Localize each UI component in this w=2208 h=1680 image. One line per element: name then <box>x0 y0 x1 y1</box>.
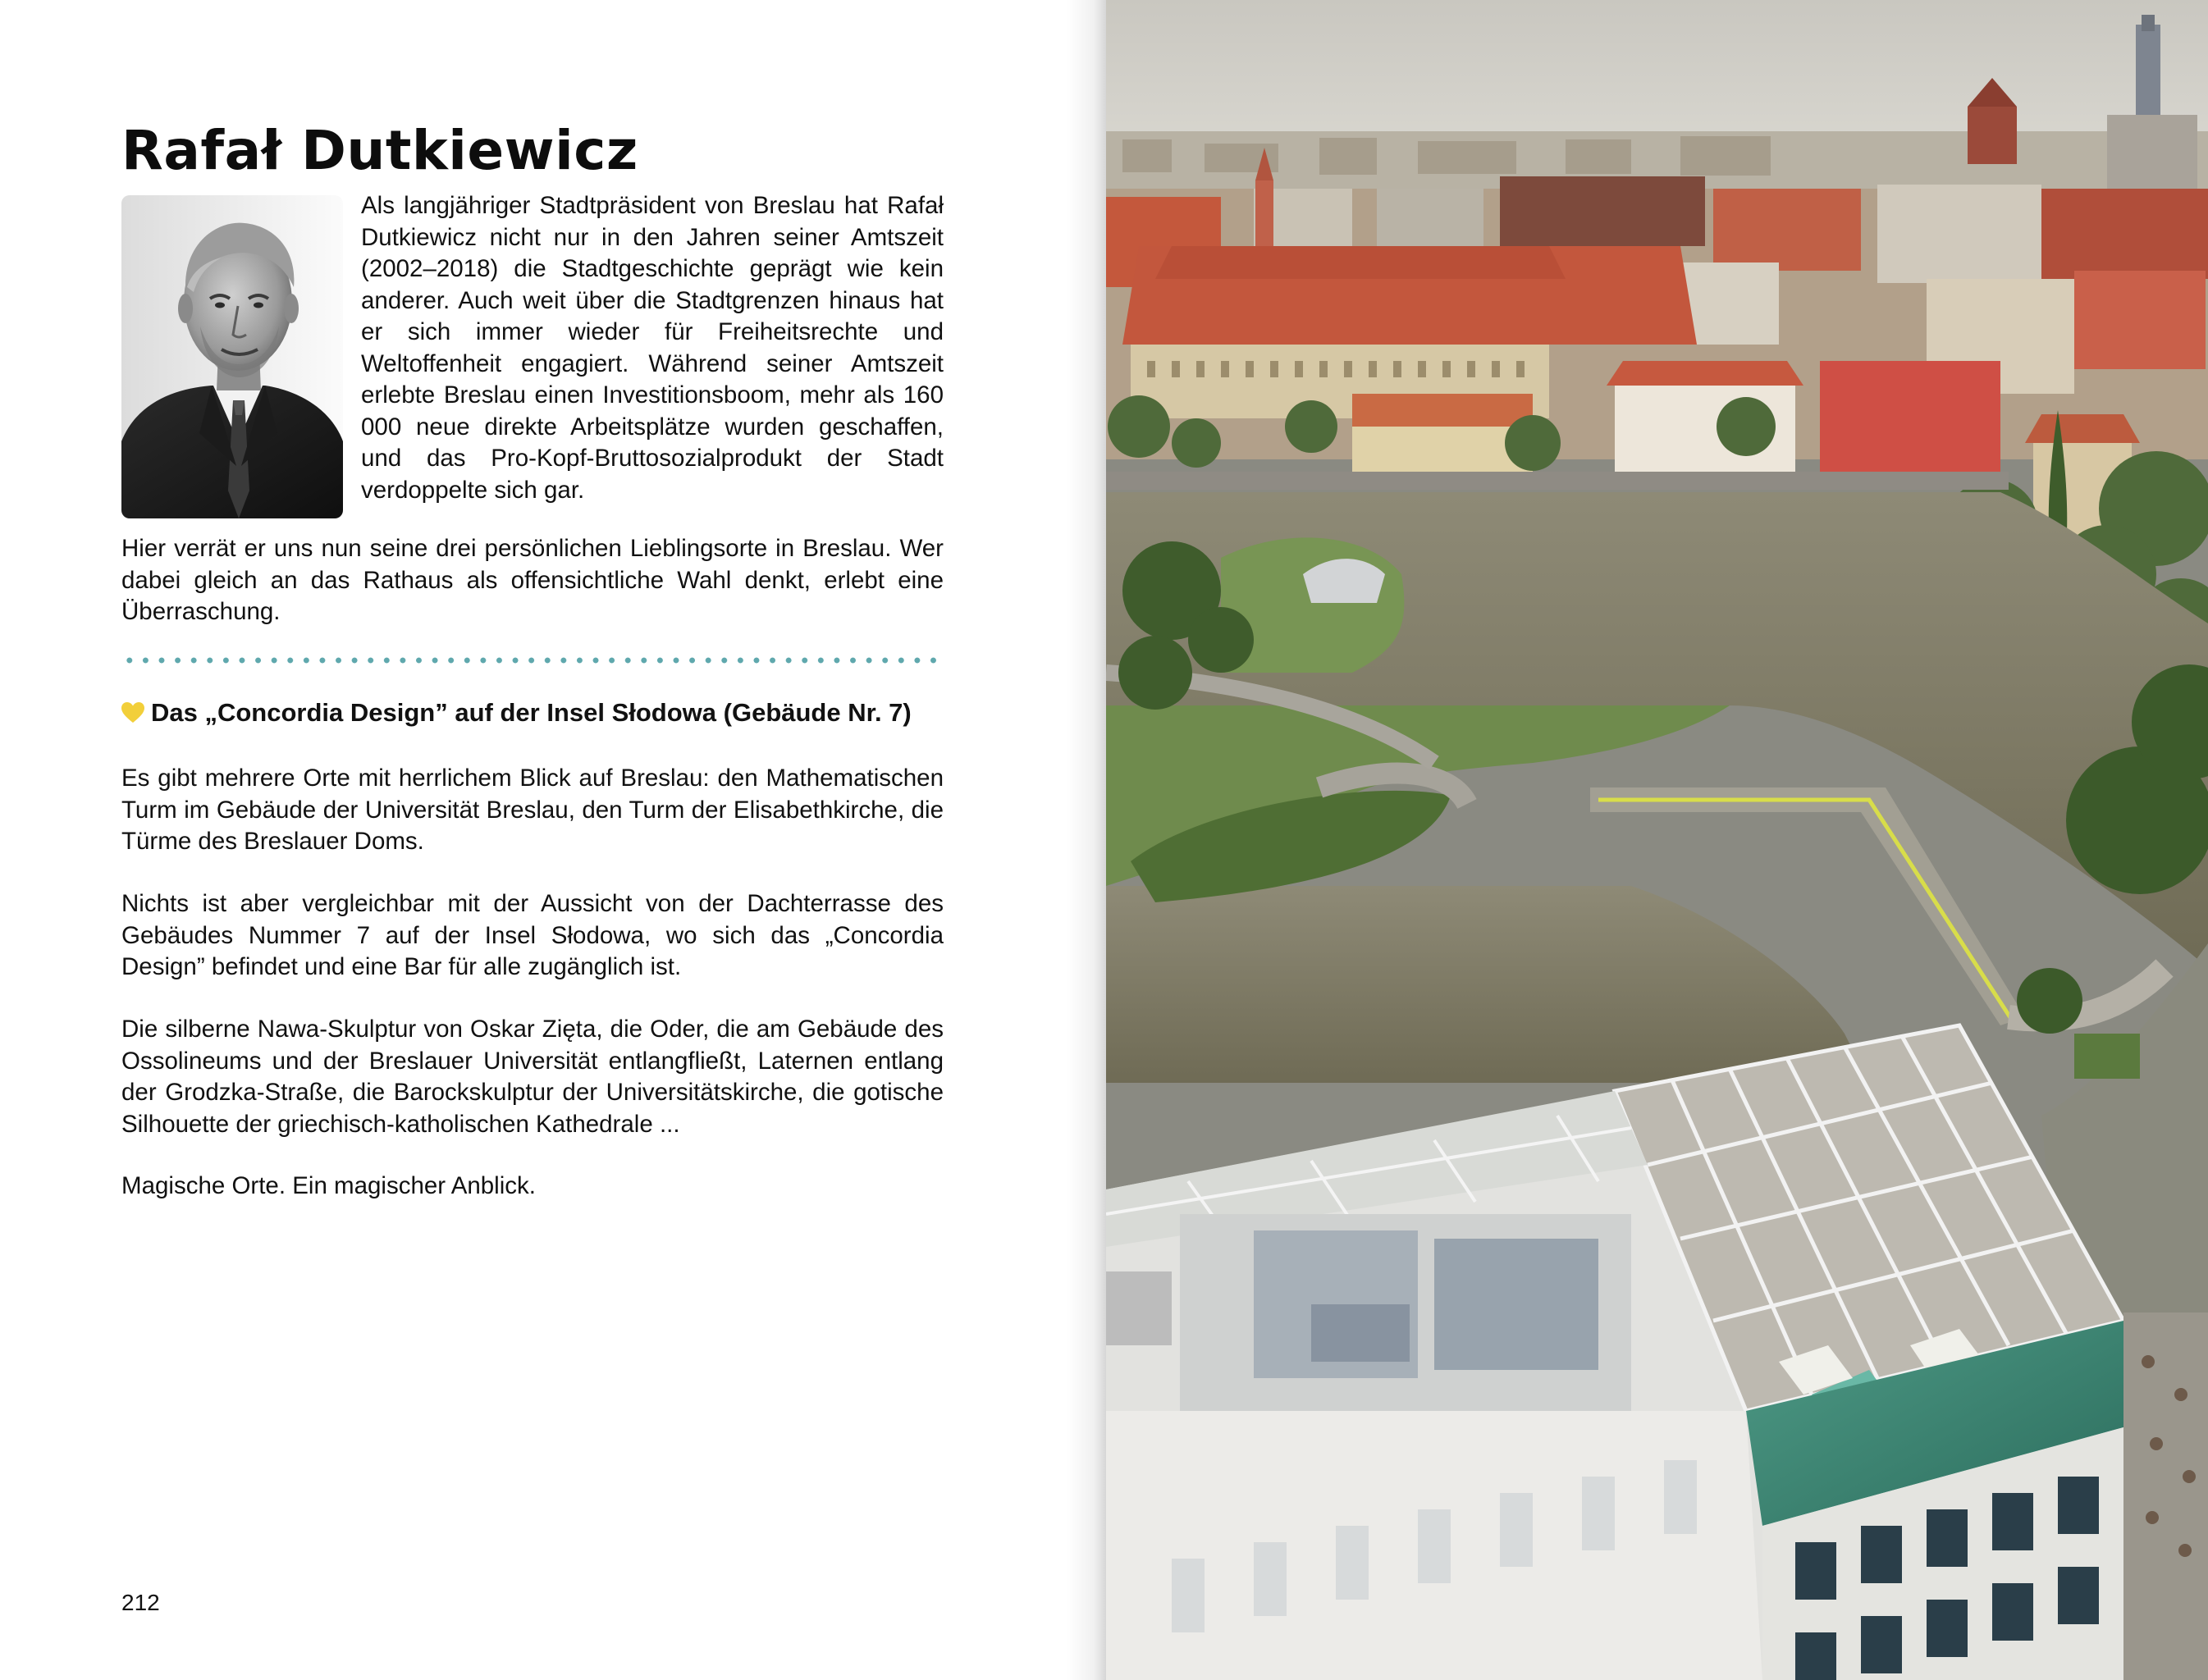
intro-paragraph-2: Hier verrät er uns nun seine drei persönlichen Lieblingsorte in Breslau. Wer dabei gleich an das Rathaus als offensichtliche Wahl denkt, erlebt eine Überraschung. <box>121 535 944 625</box>
section-heading <box>121 696 944 730</box>
paragraph-2: Nichts ist aber vergleichbar mit der Aussicht von der Dachterrasse des Gebäudes Nummer 7 auf der Insel Słodowa, wo sich das „Concordia Design” befindet und eine Bar für alle zugänglich ist. <box>121 890 944 980</box>
paragraph-3: Die silberne Nawa-Skulptur von Oskar Zięta, die Oder, die am Gebäude des Ossolineums und der Breslauer Universität entlangfließt, Laternen entlang der Grodzka-Straße, die Barockskulptur der Universitätskirche, die gotische Silhouette der griechisch-katholischen Kathedrale ... <box>121 1016 944 1138</box>
photo-illustration <box>1106 0 2208 1680</box>
dotted-divider <box>121 656 944 664</box>
page-number: 212 <box>121 1590 160 1615</box>
heart-icon <box>121 702 144 724</box>
paragraph-4: Magische Orte. Ein magischer Anblick. <box>121 1172 536 1199</box>
section-heading-text: Das „Concordia Design” auf der Insel Słodowa (Gebäude Nr. 7) <box>151 698 912 727</box>
paragraph-1: Es gibt mehrere Orte mit herrlichem Blick auf Breslau: den Mathematischen Turm im Gebäude der Universität Breslau, den Turm der Elisabethkirche, die Türme des Breslauer Doms. <box>121 765 944 855</box>
intro-paragraph: Als langjähriger Stadtpräsident von Breslau hat Rafał Dutkiewicz nicht nur in den Jahren seiner Amtszeit (2002–2018) die Stadtgeschichte geprägt wie kein anderer. Auch weit über die Stadtgrenzen hinaus hat er sich immer wieder für Freiheitsrechte und Weltoffenheit engagiert. Während seiner Amtszeit erlebte Breslau einen Investitionsboom, mehr als 160 000 neue direkte Arbeitsplätze wurden geschaffen, und das Pro-Kopf-Bruttosozialprodukt der Stadt verdoppelte sich gar. <box>361 192 944 504</box>
page-title: Rafał Dutkiewicz <box>121 119 638 182</box>
spine-shadow <box>1067 0 1106 1680</box>
aerial-city-photo <box>1106 0 2208 1680</box>
portrait-image <box>121 195 343 518</box>
portrait-photo <box>121 195 343 518</box>
